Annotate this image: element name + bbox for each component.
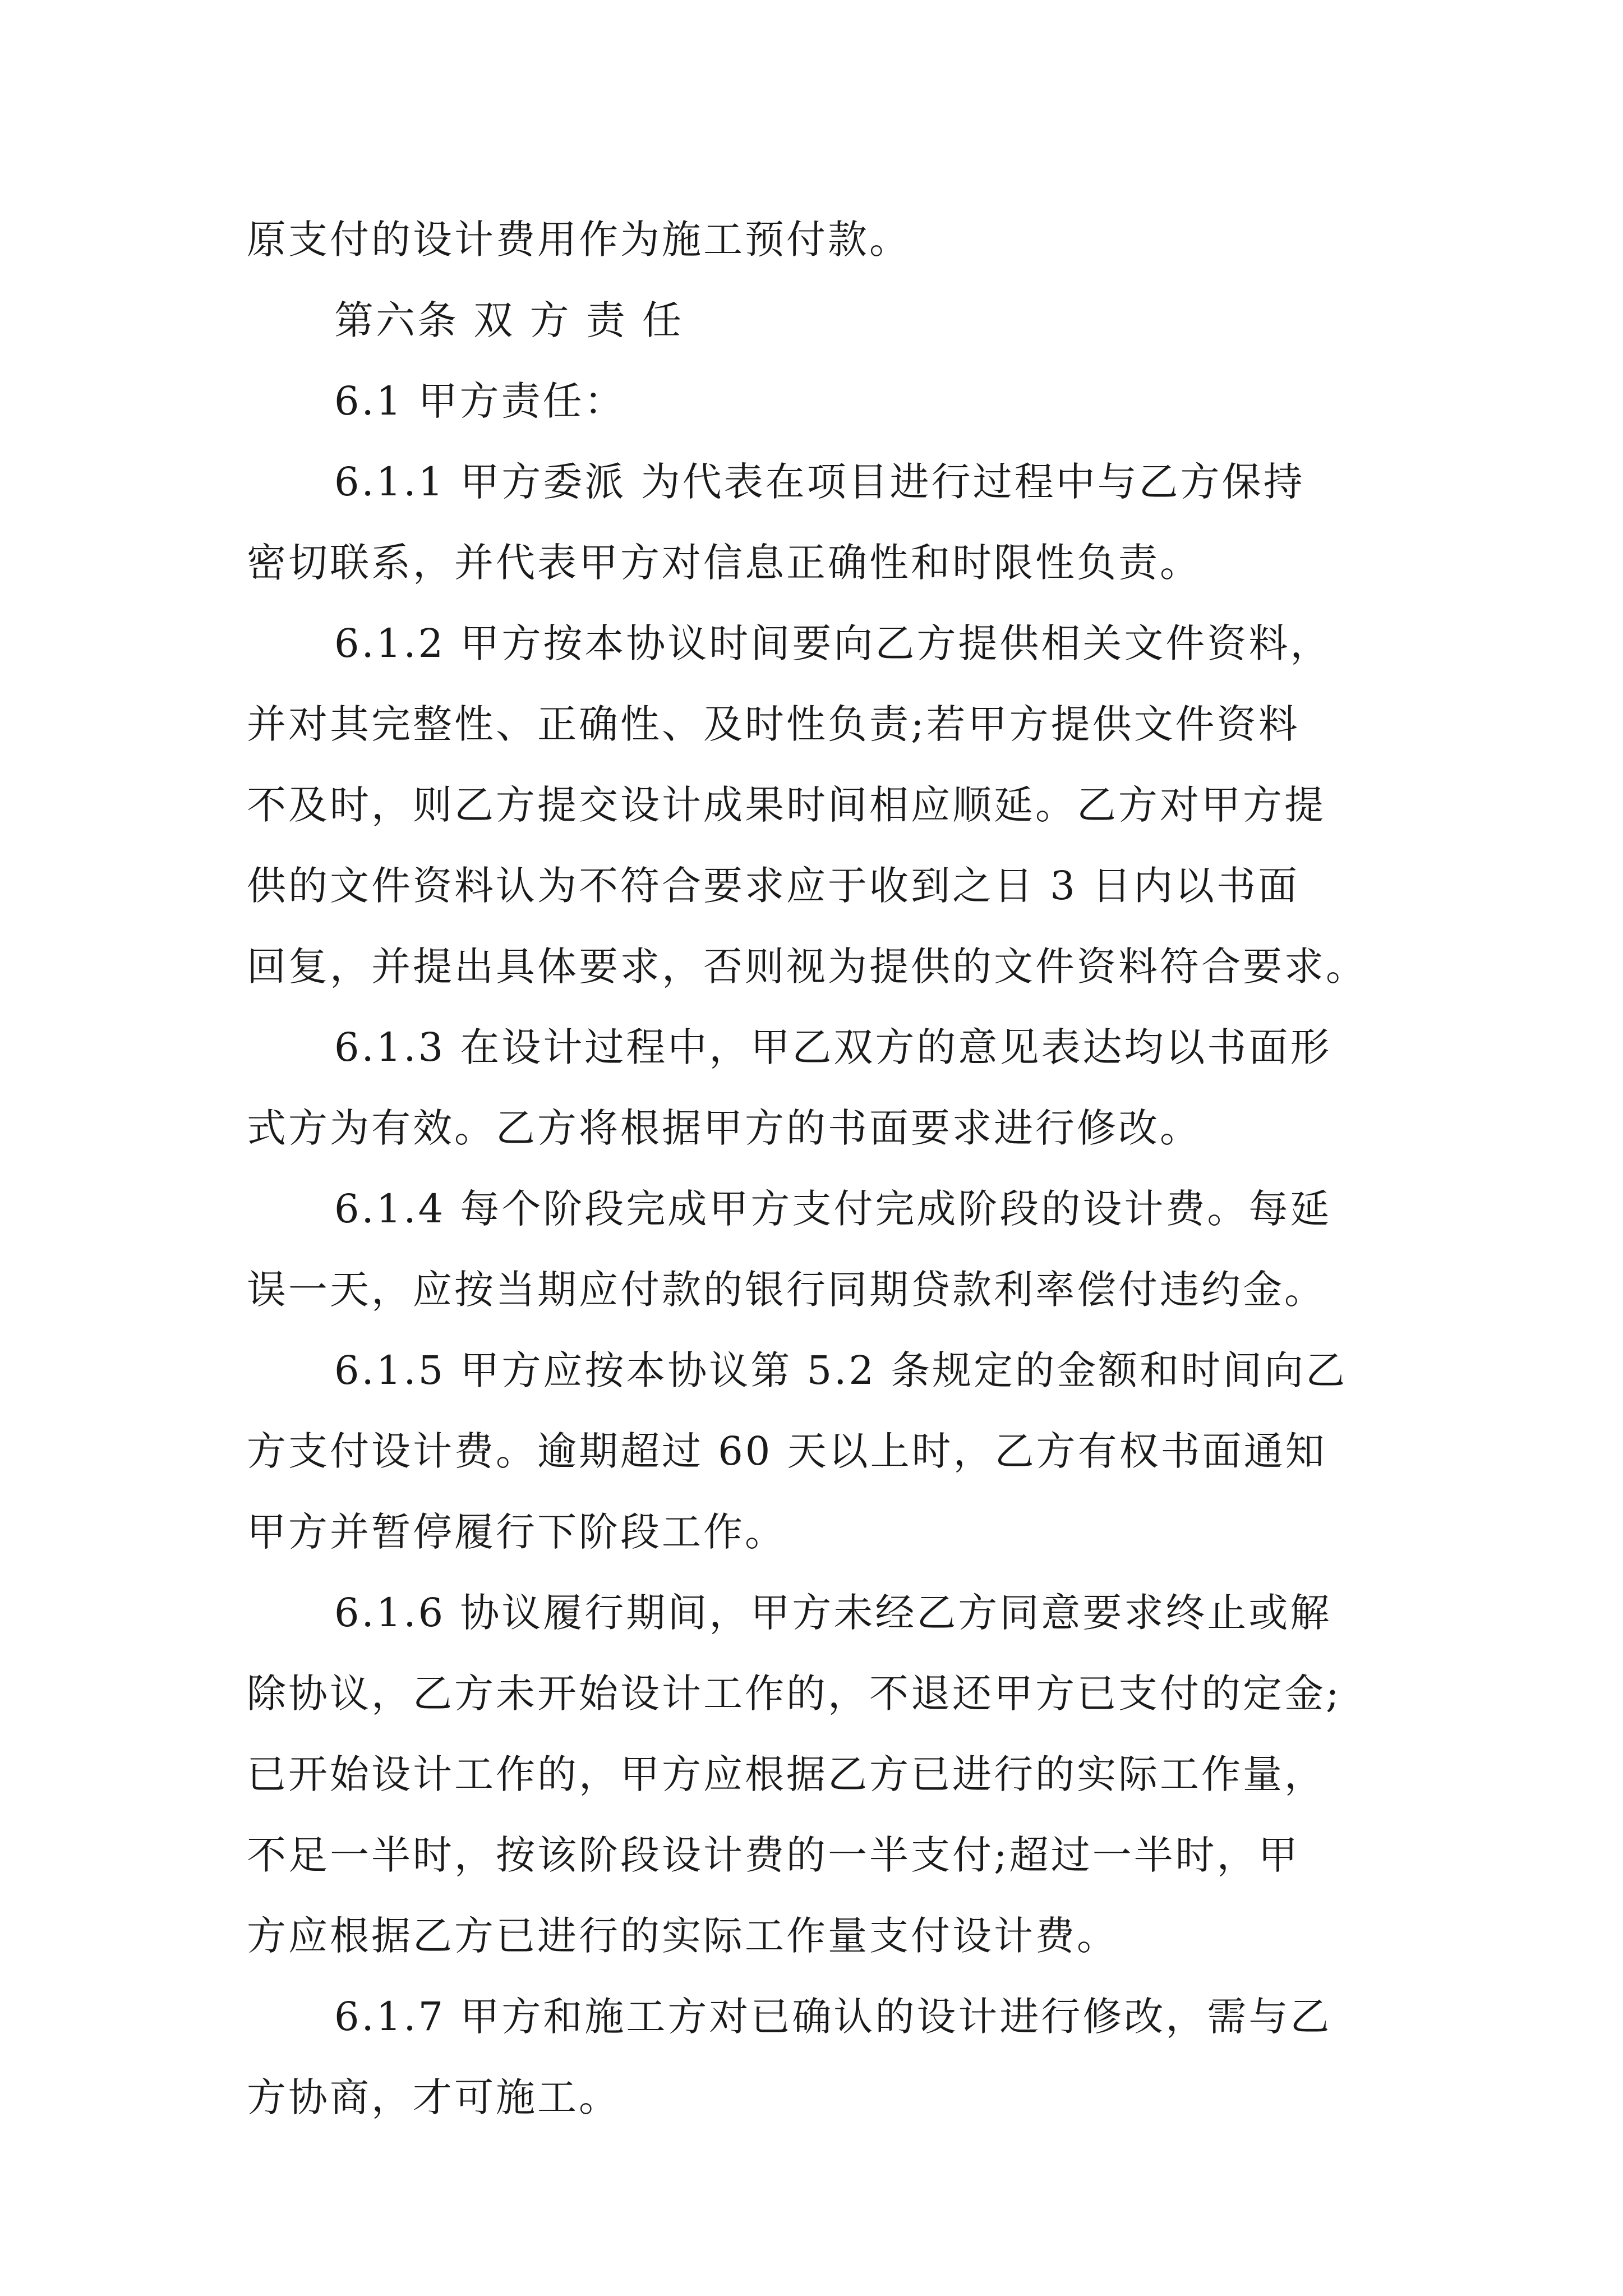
- text-line: 原支付的设计费用作为施工预付款。: [247, 217, 911, 263]
- text-line: 方应根据乙方已进行的实际工作量支付设计费。: [247, 1913, 1118, 1959]
- clause-line: 6.1.7 甲方和施工方对已确认的设计进行修改，需与乙: [334, 1994, 1332, 2040]
- clause-line: 6.1.5 甲方应按本协议第 5.2 条规定的金额和时间向乙: [334, 1347, 1348, 1393]
- text-line: 供的文件资料认为不符合要求应于收到之日 3 日内以书面: [247, 863, 1300, 909]
- text-line: 式方为有效。乙方将根据甲方的书面要求进行修改。: [247, 1105, 1201, 1151]
- section-heading: 第六条 双 方 责 任: [334, 297, 684, 343]
- clause-line: 6.1.4 每个阶段完成甲方支付完成阶段的设计费。每延: [334, 1186, 1332, 1232]
- text-line: 不足一半时，按该阶段设计费的一半支付;超过一半时，甲: [247, 1832, 1300, 1878]
- text-line: 甲方并暂停履行下阶段工作。: [247, 1509, 786, 1555]
- document-body: [247, 199, 1385, 2138]
- text-line: 回复，并提出具体要求，否则视为提供的文件资料符合要求。: [247, 944, 1367, 990]
- clause-line: 6.1.1 甲方委派 为代表在项目进行过程中与乙方保持: [334, 459, 1305, 505]
- text-line: 并对其完整性、正确性、及时性负责;若甲方提供文件资料: [247, 701, 1300, 747]
- subsection-heading: 6.1 甲方责任：: [334, 378, 626, 424]
- text-line: 误一天，应按当期应付款的银行同期贷款利率偿付违约金。: [247, 1267, 1326, 1313]
- text-line: 已开始设计工作的，甲方应根据乙方已进行的实际工作量，: [247, 1751, 1326, 1797]
- text-line: 方支付设计费。逾期超过 60 天以上时，乙方有权书面通知: [247, 1428, 1327, 1474]
- clause-line: 6.1.2 甲方按本协议时间要向乙方提供相关文件资料，: [334, 620, 1332, 666]
- clause-line: 6.1.6 协议履行期间，甲方未经乙方同意要求终止或解: [334, 1590, 1332, 1636]
- clause-line: 6.1.3 在设计过程中，甲乙双方的意见表达均以书面形: [334, 1024, 1332, 1070]
- text-line: 不及时，则乙方提交设计成果时间相应顺延。乙方对甲方提: [247, 782, 1326, 828]
- text-line: 密切联系，并代表甲方对信息正确性和时限性负责。: [247, 540, 1201, 586]
- text-line: 除协议，乙方未开始设计工作的，不退还甲方已支付的定金;: [247, 1671, 1341, 1717]
- text-line: 方协商，才可施工。: [247, 2074, 620, 2120]
